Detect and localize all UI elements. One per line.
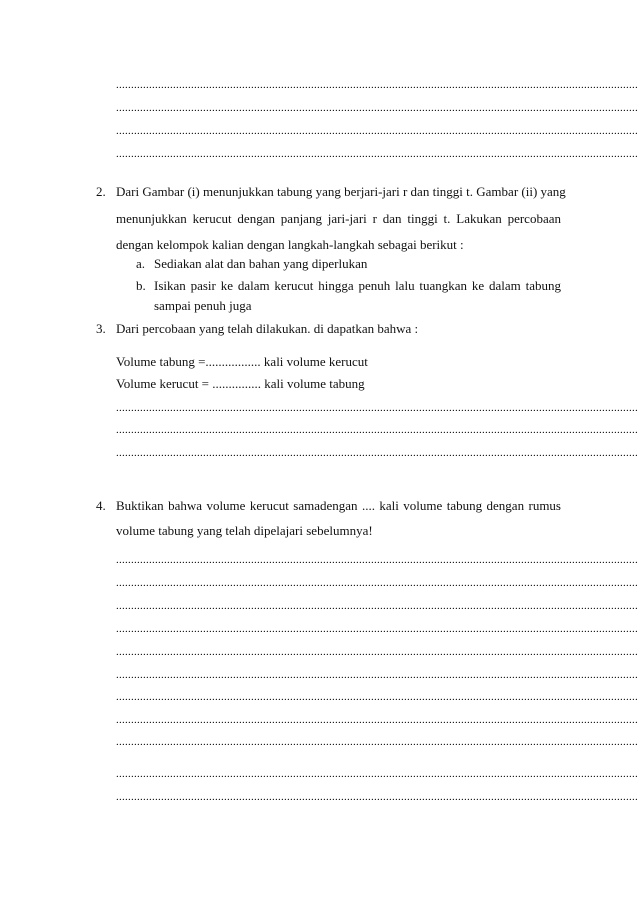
step-a-letter: a.	[136, 256, 146, 271]
formula-volume-tabung: Volume tabung =................. kali volume kerucut	[116, 354, 368, 369]
question-3-line-1: Dari percobaan yang telah dilakukan. di dapatkan bahwa :	[116, 321, 419, 336]
question-4-number: 4.	[96, 498, 106, 513]
answer-line[interactable]: ..............................................................................................................................................................................	[116, 125, 638, 137]
question-2-line-2: menunjukkan kerucut dengan panjang jari-jari r dan tinggi t. Lakukan percobaan	[116, 211, 561, 226]
answer-line[interactable]: ..............................................................................................................................................................................	[116, 669, 638, 681]
answer-line[interactable]: ..............................................................................................................................................................................	[116, 646, 638, 658]
formula-volume-kerucut: Volume kerucut = ............... kali volume tabung	[116, 376, 365, 391]
answer-line[interactable]: ..............................................................................................................................................................................	[116, 791, 638, 803]
answer-line[interactable]: ..............................................................................................................................................................................	[116, 79, 638, 91]
answer-line[interactable]: ..............................................................................................................................................................................	[116, 623, 638, 635]
step-b-text: Isikan pasir ke dalam kerucut hingga penuh lalu tuangkan ke dalam tabung	[154, 278, 561, 293]
answer-line[interactable]: ..............................................................................................................................................................................	[116, 714, 638, 726]
answer-line[interactable]: ..............................................................................................................................................................................	[116, 600, 638, 612]
step-b-letter: b.	[136, 278, 146, 293]
question-2-number: 2.	[96, 184, 106, 199]
answer-line[interactable]: ..............................................................................................................................................................................	[116, 447, 638, 459]
answer-line[interactable]: ..............................................................................................................................................................................	[116, 402, 638, 414]
question-2-line-3: dengan kelompok kalian dengan langkah-langkah sebagai berikut :	[116, 237, 464, 252]
answer-line[interactable]: ..............................................................................................................................................................................	[116, 691, 638, 703]
question-4-line-1: Buktikan bahwa volume kerucut samadengan .... kali volume tabung dengan rumus	[116, 498, 561, 513]
question-2-line-1: Dari Gambar (i) menunjukkan tabung yang berjari-jari r dan tinggi t. Gambar (ii) yang	[116, 184, 566, 199]
question-3-number: 3.	[96, 321, 106, 336]
answer-line[interactable]: ..............................................................................................................................................................................	[116, 736, 638, 748]
answer-line[interactable]: ..............................................................................................................................................................................	[116, 768, 638, 780]
step-b-continuation: sampai penuh juga	[154, 298, 252, 313]
answer-line[interactable]: ..............................................................................................................................................................................	[116, 424, 638, 436]
answer-line[interactable]: ..............................................................................................................................................................................	[116, 148, 638, 160]
question-4-line-2: volume tabung yang telah dipelajari sebelumnya!	[116, 523, 373, 538]
step-a-text: Sediakan alat dan bahan yang diperlukan	[154, 256, 368, 271]
answer-line[interactable]: ..............................................................................................................................................................................	[116, 554, 638, 566]
answer-line[interactable]: ..............................................................................................................................................................................	[116, 577, 638, 589]
answer-line[interactable]: ..............................................................................................................................................................................	[116, 102, 638, 114]
